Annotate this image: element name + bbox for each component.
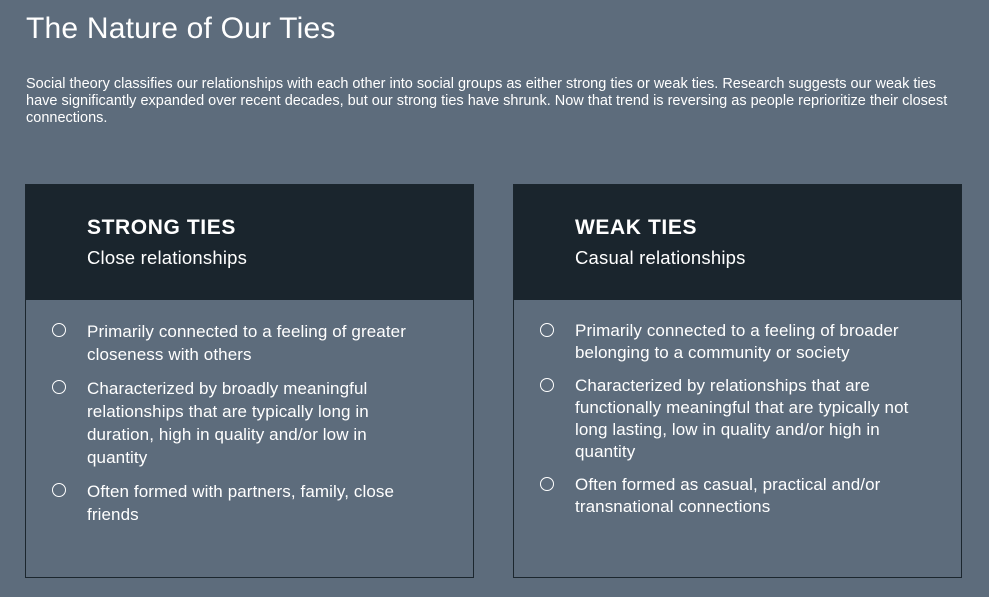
list-item — [575, 474, 920, 518]
weak-ties-title: WEAK TIES — [575, 216, 698, 239]
weak-ties-list — [514, 300, 961, 518]
list-item-text: Often formed as casual, practical and/or transnational connections — [575, 475, 881, 516]
list-item — [575, 320, 940, 364]
list-item — [575, 375, 930, 463]
weak-ties-card-header — [514, 185, 961, 300]
strong-ties-list — [26, 300, 473, 526]
circle-bullet-icon — [540, 477, 554, 491]
weak-ties-subtitle: Casual relationships — [575, 247, 746, 268]
circle-bullet-icon — [52, 380, 66, 394]
list-item — [87, 480, 397, 526]
list-item — [87, 320, 449, 366]
intro-paragraph: Social theory classifies our relationships with each other into social groups as either strong ties or weak ties. Research suggests our weak ties have significantly expanded over recent decades, but our strong ties have shrunk. Now that trend is reversing as people reprioritize their closest connections. — [26, 76, 948, 126]
strong-ties-subtitle: Close relationships — [87, 247, 248, 268]
list-item-text: Characterized by broadly meaningful relationships that are typically long in duration, high in quality and/or low in quantity — [87, 379, 369, 467]
strong-ties-title: STRONG TIES — [87, 216, 236, 239]
list-item-text: Characterized by relationships that are functionally meaningful that are typically not long lasting, low in quality and/or high in quantity — [575, 376, 909, 461]
page-title: The Nature of Our Ties — [26, 12, 336, 45]
weak-ties-card — [513, 184, 962, 578]
circle-bullet-icon — [52, 483, 66, 497]
list-item-text: Primarily connected to a feeling of broader belonging to a community or society — [575, 321, 899, 362]
strong-ties-card-header — [26, 185, 473, 300]
circle-bullet-icon — [52, 323, 66, 337]
strong-ties-card — [25, 184, 474, 578]
list-item — [87, 377, 412, 469]
list-item-text: Often formed with partners, family, close friends — [87, 482, 395, 524]
circle-bullet-icon — [540, 378, 554, 392]
list-item-text: Primarily connected to a feeling of greater closeness with others — [87, 322, 406, 364]
circle-bullet-icon — [540, 323, 554, 337]
